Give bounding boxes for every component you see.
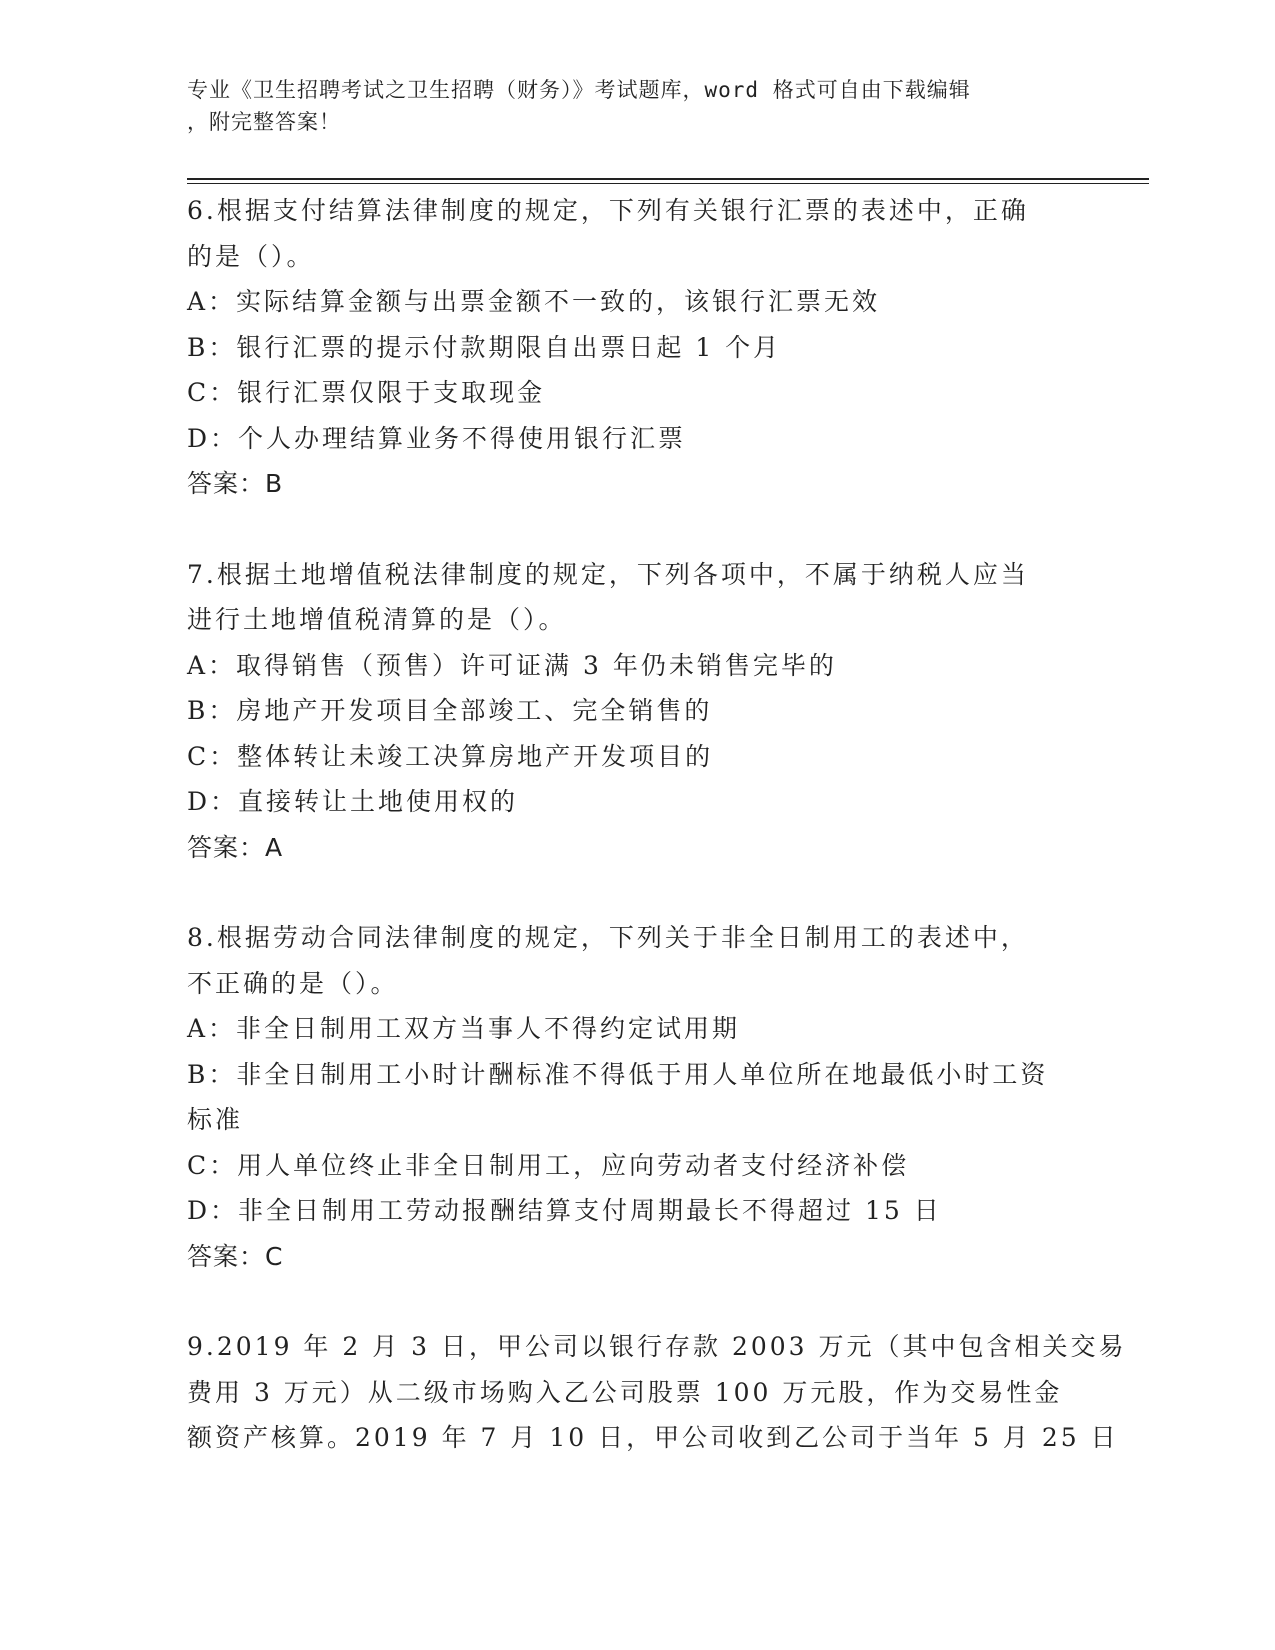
question-stem: 进行土地增值税清算的是（）。 (187, 605, 567, 634)
option-b-continued: 标准 (187, 1105, 244, 1134)
question-stem: 不正确的是（）。 (187, 968, 399, 998)
question-8 (187, 915, 1087, 1279)
question-stem: 8.根据劳动合同法律制度的规定，下列关于非全日制用工的表述中， (187, 923, 1029, 952)
option-a: A：取得销售（预售）许可证满 3 年仍未销售完毕的 (187, 650, 837, 680)
answer: 答案：C (187, 1241, 284, 1271)
spacer (187, 1279, 1087, 1324)
option-d: D：非全日制用工劳动报酬结算支付周期最长不得超过 15 日 (187, 1196, 942, 1225)
option-d: D：个人办理结算业务不得使用银行汇票 (187, 423, 687, 453)
header-line-2: ，附完整答案！ (187, 110, 341, 134)
option-b: B：房地产开发项目全部竣工、完全销售的 (187, 696, 713, 725)
option-a: A：实际结算金额与出票金额不一致的，该银行汇票无效 (187, 287, 881, 316)
document-header (187, 74, 1067, 138)
question-stem: 的是（）。 (187, 241, 315, 271)
question-stem: 9.2019 年 2 月 3 日，甲公司以银行存款 2003 万元（其中包含相关交易 (187, 1332, 1127, 1361)
spacer (187, 870, 1087, 915)
header-rule-thin (187, 183, 1149, 184)
option-c: C：整体转让未竣工决算房地产开发项目的 (187, 741, 714, 771)
question-stem: 额资产核算。2019 年 7 月 10 日，甲公司收到乙公司于当年 5 月 25 日 (187, 1423, 1119, 1452)
option-c: C：用人单位终止非全日制用工，应向劳动者支付经济补偿 (187, 1150, 910, 1180)
question-6 (187, 188, 1087, 507)
question-9 (187, 1324, 1127, 1461)
question-7 (187, 552, 1087, 871)
spacer (187, 507, 1087, 552)
answer: 答案：A (187, 832, 284, 862)
option-c: C：银行汇票仅限于支取现金 (187, 378, 546, 407)
question-stem: 7.根据土地增值税法律制度的规定，下列各项中，不属于纳税人应当 (187, 559, 1029, 589)
header-rule-thick (187, 178, 1149, 180)
option-d: D：直接转让土地使用权的 (187, 787, 519, 816)
option-a: A：非全日制用工双方当事人不得约定试用期 (187, 1014, 741, 1043)
question-list (187, 188, 1127, 1461)
header-line-1: 专业《卫生招聘考试之卫生招聘（财务）》考试题库，word 格式可自由下载编辑 (187, 78, 971, 102)
question-stem: 费用 3 万元）从二级市场购入乙公司股票 100 万元股，作为交易性金 (187, 1377, 1063, 1407)
answer: 答案：B (187, 469, 284, 498)
option-b: B：非全日制用工小时计酬标准不得低于用人单位所在地最低小时工资 (187, 1059, 1049, 1089)
question-stem: 6.根据支付结算法律制度的规定，下列有关银行汇票的表述中，正确 (187, 196, 1029, 225)
option-b: B：银行汇票的提示付款期限自出票日起 1 个月 (187, 332, 782, 362)
